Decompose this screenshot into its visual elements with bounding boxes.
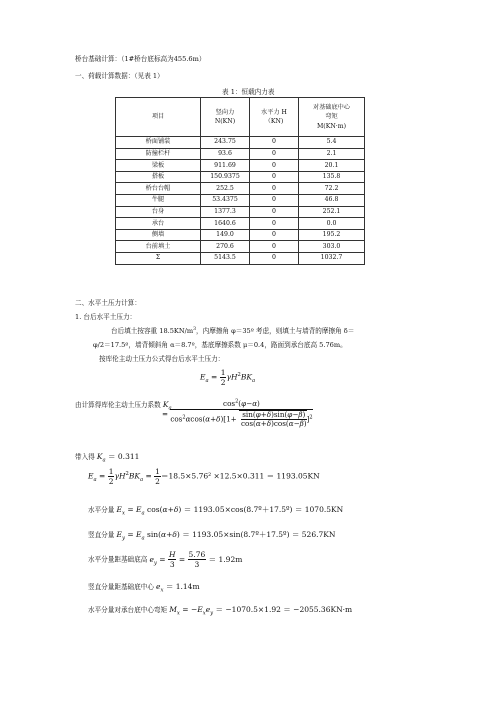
cell: 牛腿 (116, 194, 201, 206)
ey-calculation: 竖直分量 $E_y = E_a$ sin(α+δ) ＝ 1193.05×sin(8.7º＋17.5º) ＝ 526.7KN (88, 530, 336, 542)
section-1-heading: 一、荷载计算数据：（见表 1） (75, 72, 164, 80)
cell: 0 (250, 252, 299, 264)
col-header-horizontal: 水平力 H （KN) (250, 98, 299, 137)
cell: 93.6 (201, 148, 250, 160)
cell: 270.6 (201, 241, 250, 253)
cell: 0 (250, 183, 299, 195)
ex-center-distance: 竖直分量距基础底中心 $e_x = 1.14m$ (88, 582, 200, 594)
table-row (116, 218, 365, 230)
cell: 1377.3 (201, 206, 250, 218)
cell: 0 (250, 194, 299, 206)
cell: 1640.6 (201, 218, 250, 230)
col-header-item: 项目 (116, 98, 201, 137)
table-header-row (116, 98, 365, 137)
cell: 侧墙 (116, 229, 201, 241)
cell: 252.5 (201, 183, 250, 195)
table-caption: 表 1：恒载内力表 (222, 88, 275, 96)
cell: 0 (250, 229, 299, 241)
cell: 0 (250, 218, 299, 230)
cell: 承台 (116, 218, 201, 230)
table-row (116, 137, 365, 149)
cell: 梁板 (116, 160, 201, 172)
cell: 149.0 (201, 229, 250, 241)
cell: 0 (250, 148, 299, 160)
cell: 72.2 (299, 183, 365, 195)
table-row-total (116, 252, 365, 264)
table-row (116, 206, 365, 218)
cell: 0.0 (299, 218, 365, 230)
moment-calculation: 水平分量对承台底中心弯矩 $M_x = -E_xe_y = -1070.5\times 1.92 = -2055.36KN\cdot m$ (88, 605, 353, 617)
cell: 5143.5 (201, 252, 250, 264)
cell: 135.8 (299, 171, 365, 183)
cell: Σ (116, 252, 201, 264)
cell: 桥面铺装 (116, 137, 201, 149)
table-row (116, 194, 365, 206)
table-row (116, 241, 365, 253)
paragraph-line-3: 按库伦主动土压力公式得台后水平土压力： (99, 355, 225, 363)
cell: 303.0 (299, 241, 365, 253)
table-row (116, 160, 365, 172)
ea-calculation: $E_a$ = $\frac{1}{2}$ $\gamma H^2BK_a$ = $\frac{1}{2}$ ＝18.5×5.76² ×12.5×0.311 ＝ 1193.05KN (88, 467, 320, 486)
cell: 0 (250, 171, 299, 183)
cell: 台前填土 (116, 241, 201, 253)
subsection-1-heading: 1. 台后水平土压力： (75, 313, 137, 321)
cell: 2.1 (299, 148, 365, 160)
formula-coulomb: $E_a$ = $\frac{1}{2}$ $\gamma H^2BK_a$ (200, 368, 256, 387)
paragraph-line-2: φ/2＝17.5º，墙背倾斜角 α＝8.7º，基底摩擦系数 μ＝0.4，路面到承台底高 5.76m。 (93, 341, 347, 349)
formula-ka: = $\cos^2(\varphi-\alpha)$ $\cos^2\alpha\cos(\alpha+\delta)[1+$ $\frac{\sin(\varphi+\delta)\sin(\varphi-\beta)}{\cos(\alpha+\delta)\cos(\alpha-\beta)}$ ]$^2$ (162, 398, 313, 429)
cell: 911.69 (201, 160, 250, 172)
cell: 5.4 (299, 137, 365, 149)
cell: 195.2 (299, 229, 365, 241)
cell: 搭板 (116, 171, 201, 183)
doc-title: 桥台基础计算：（1#桥台底标高为455.6m） (75, 55, 206, 63)
section-2-heading: 二、水平土压力计算： (75, 299, 141, 307)
cell: 桥台台帽 (116, 183, 201, 195)
col-header-moment: 对基础底中心 弯矩 M(KN·m) (299, 98, 365, 137)
table-row (116, 171, 365, 183)
cell: 243.75 (201, 137, 250, 149)
table-row (116, 183, 365, 195)
cell: 0 (250, 137, 299, 149)
cell: 20.1 (299, 160, 365, 172)
cell: 252.1 (299, 206, 365, 218)
ka-result: 带入得 $K_a = 0.311$ (75, 452, 140, 464)
load-table (115, 97, 365, 265)
paragraph-line-1: 台后填土按容重 $18.5KN/m^3$，内摩擦角 φ＝35º 考虑，则填土与墙背的摩擦角 δ＝ (111, 326, 355, 335)
cell: 0 (250, 241, 299, 253)
cell: 0 (250, 160, 299, 172)
ey-height-calculation: 水平分量距基础底高 $e_y$ = $\frac{H}{3}$ = $\frac{5.76}{3}$ ＝ 1.92m (88, 550, 243, 569)
col-header-vertical: 竖向力 N(KN) (201, 98, 250, 137)
ka-definition: 由计算得库伦主动土压力系数 $K_a$ (75, 400, 172, 412)
cell: 46.8 (299, 194, 365, 206)
cell: 53.4375 (201, 194, 250, 206)
cell: 台身 (116, 206, 201, 218)
cell: 1032.7 (299, 252, 365, 264)
cell: 150.9375 (201, 171, 250, 183)
cell: 0 (250, 206, 299, 218)
ex-calculation: 水平分量 $E_x = E_a$ cos(α+δ) ＝ 1193.05×cos(8.7º＋17.5º) ＝ 1070.5KN (88, 505, 344, 517)
cell: 防撞栏杆 (116, 148, 201, 160)
table-row (116, 229, 365, 241)
table-row (116, 148, 365, 160)
